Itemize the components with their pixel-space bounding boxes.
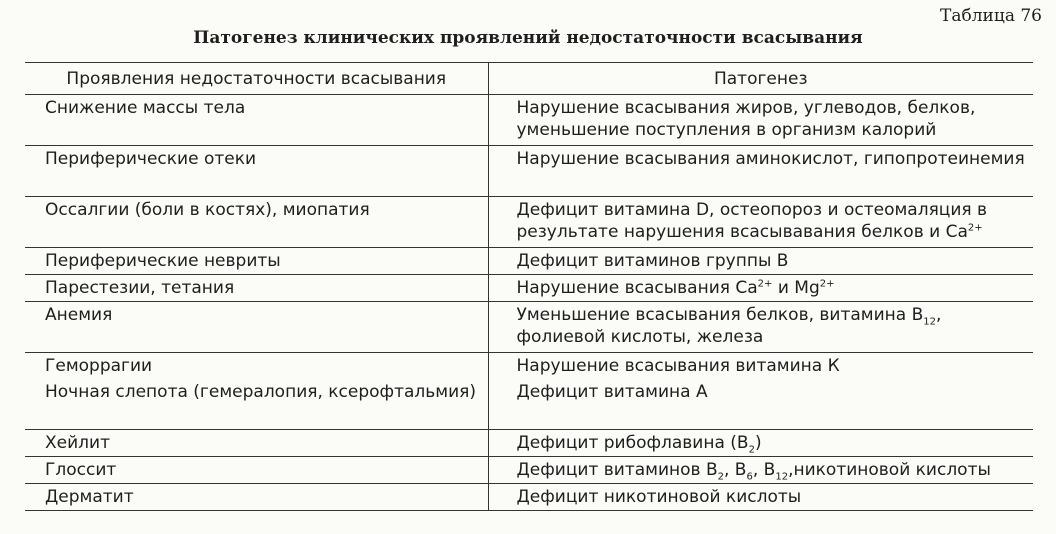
table-number: Таблица 76 — [940, 6, 1042, 26]
manifestation-cell: Хейлит — [25, 430, 488, 457]
table-row — [25, 484, 1033, 511]
pathogenesis-table — [25, 62, 1033, 511]
manifestation-cell: Периферические отеки — [25, 146, 488, 197]
pathogenesis-cell: Нарушение всасывания жиров, углеводов, белков, уменьшение поступления в организм калорий — [488, 95, 1033, 146]
table-row — [25, 275, 1033, 302]
table-row — [25, 457, 1033, 484]
table-row — [25, 430, 1033, 457]
pathogenesis-cell: Нарушение всасывания аминокислот, гипопротеинемия — [488, 146, 1033, 197]
table-row — [25, 379, 1033, 430]
header-row — [25, 63, 1033, 95]
manifestation-cell: Анемия — [25, 302, 488, 353]
pathogenesis-cell: Дефицит рибофлавина $(В_2)$ — [488, 430, 1033, 457]
manifestation-cell: Периферические невриты — [25, 248, 488, 275]
header-pathogenesis: Патогенез — [488, 63, 1033, 95]
manifestation-cell: Оссалгии (боли в костях), миопатия — [25, 197, 488, 248]
pathogenesis-cell: Нарушение всасывания $Ca^{2+}$ и $Mg^{2+}$ — [488, 275, 1033, 302]
pathogenesis-cell: Дефицит витамина D, остеопороз и остеомаляция в результате нарушения всасывавания белков и $Ca^{2+}$ — [488, 197, 1033, 248]
table-row — [25, 146, 1033, 197]
manifestation-cell: Дерматит — [25, 484, 488, 511]
manifestation-cell: Ночная слепота (гемералопия, ксерофтальмия) — [45, 382, 477, 402]
table-row — [25, 248, 1033, 275]
table-caption: Патогенез клинических проявлений недостаточности всасывания — [193, 28, 863, 48]
pathogenesis-cell: Дефицит никотиновой кислоты — [488, 484, 1033, 511]
manifestation-cell: Парестезии, тетания — [25, 275, 488, 302]
table-row — [25, 197, 1033, 248]
pathogenesis-cell: Дефицит витаминов группы В — [488, 248, 1033, 275]
manifestation-cell: Геморрагии — [25, 353, 488, 380]
manifestation-cell: Глоссит — [25, 457, 488, 484]
pathogenesis-cell: Дефицит витамина А — [488, 379, 1033, 430]
pathogenesis-cell: Уменьшение всасывания белков, витамина $В_{12}$, фолиевой кислоты, железа — [488, 302, 1033, 353]
header-manifestation: Проявления недостаточности всасывания — [25, 63, 488, 95]
table-row — [25, 353, 1033, 380]
pathogenesis-cell: Дефицит витаминов $В_2$, $В_6$, $В_{12},никотиновой$ кислоты — [488, 457, 1033, 484]
pathogenesis-cell: Нарушение всасывания витамина К — [488, 353, 1033, 380]
table-row — [25, 95, 1033, 146]
table-row — [25, 302, 1033, 353]
manifestation-cell: Снижение массы тела — [45, 98, 246, 118]
